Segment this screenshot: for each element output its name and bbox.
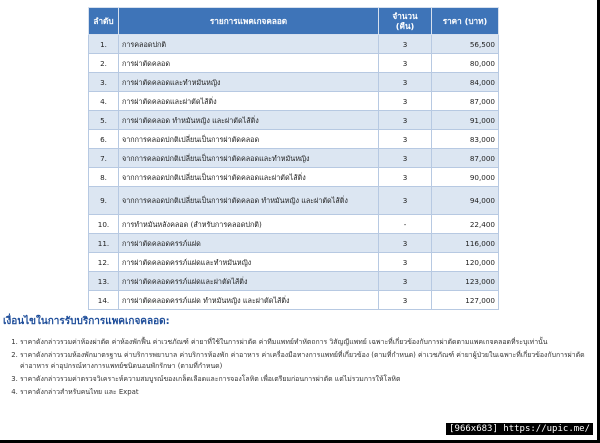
conditions-title: เงื่อนไขในการรับบริการแพคเกจคลอด: <box>3 316 170 327</box>
row-number: 12. <box>89 253 119 272</box>
row-nights: 3 <box>379 187 432 215</box>
package-table <box>88 7 499 310</box>
row-price: 22,400 <box>432 215 499 234</box>
row-number: 13. <box>89 272 119 291</box>
row-number: 4. <box>89 92 119 111</box>
row-package-name: การทำหมันหลังคลอด (สำหรับการคลอดปกติ) <box>119 215 379 234</box>
row-number: 10. <box>89 215 119 234</box>
table-row <box>89 54 499 73</box>
row-package-name: การผ่าตัดคลอดครรภ์แฝด ทำหมันหญิง และผ่าตัดไส้ติ่ง <box>119 291 379 310</box>
row-nights: 3 <box>379 111 432 130</box>
table-body <box>89 35 499 310</box>
row-package-name: การผ่าตัดคลอดและผ่าตัดไส้ติ่ง <box>119 92 379 111</box>
row-price: 123,000 <box>432 272 499 291</box>
row-package-name: การผ่าตัดคลอดครรภ์แฝดและทำหมันหญิง <box>119 253 379 272</box>
row-package-name: การผ่าตัดคลอด ทำหมันหญิง และผ่าตัดไส้ติ่ง <box>119 111 379 130</box>
row-nights: 3 <box>379 149 432 168</box>
row-number: 9. <box>89 187 119 215</box>
row-package-name: จากการคลอดปกติเปลี่ยนเป็นการผ่าตัดคลอด ทำหมันหญิง และผ่าตัดไส้ติ่ง <box>119 187 379 215</box>
row-number: 1. <box>89 35 119 54</box>
table-header-row <box>89 8 499 35</box>
row-nights: 3 <box>379 73 432 92</box>
row-package-name: การคลอดปกติ <box>119 35 379 54</box>
row-number: 5. <box>89 111 119 130</box>
row-package-name: การผ่าตัดคลอดครรภ์แฝดและผ่าตัดไส้ติ่ง <box>119 272 379 291</box>
row-number: 7. <box>89 149 119 168</box>
row-nights: - <box>379 215 432 234</box>
row-price: 56,500 <box>432 35 499 54</box>
table-row <box>89 272 499 291</box>
row-price: 116,000 <box>432 234 499 253</box>
row-price: 84,000 <box>432 73 499 92</box>
row-number: 8. <box>89 168 119 187</box>
table-row <box>89 130 499 149</box>
table-row <box>89 73 499 92</box>
condition-item: 4. ราคาดังกล่าวสำหรับคนไทย และ Expat <box>20 387 593 397</box>
row-package-name: การผ่าตัดคลอดครรภ์แฝด <box>119 234 379 253</box>
header-package-name: รายการแพคเกจคลอด <box>119 8 379 35</box>
row-price: 94,000 <box>432 187 499 215</box>
row-price: 120,000 <box>432 253 499 272</box>
conditions-list <box>0 337 597 400</box>
header-nights: จำนวน (คืน) <box>379 8 432 35</box>
row-nights: 3 <box>379 234 432 253</box>
header-price: ราคา (บาท) <box>432 8 499 35</box>
table-row <box>89 234 499 253</box>
row-nights: 3 <box>379 272 432 291</box>
row-nights: 3 <box>379 168 432 187</box>
row-nights: 3 <box>379 54 432 73</box>
row-price: 127,000 <box>432 291 499 310</box>
row-number: 11. <box>89 234 119 253</box>
header-no: ลำดับ <box>89 8 119 35</box>
table-row <box>89 168 499 187</box>
table-row <box>89 111 499 130</box>
row-nights: 3 <box>379 253 432 272</box>
table-row <box>89 253 499 272</box>
row-price: 87,000 <box>432 92 499 111</box>
row-price: 87,000 <box>432 149 499 168</box>
row-package-name: การผ่าตัดคลอด <box>119 54 379 73</box>
row-nights: 3 <box>379 35 432 54</box>
row-package-name: การผ่าตัดคลอดและทำหมันหญิง <box>119 73 379 92</box>
condition-item: 3. ราคาดังกล่าวรวมค่าตรวจวิเคราะห์ความสมบูรณ์ของเกล็ดเลือดและการจองโลหิต เพื่อเตรียมก่อนการผ่าตัด แต่ไม่รวมการให้โลหิต <box>20 374 593 384</box>
row-price: 90,000 <box>432 168 499 187</box>
row-package-name: จากการคลอดปกติเปลี่ยนเป็นการผ่าตัดคลอดและทำหมันหญิง <box>119 149 379 168</box>
table-row <box>89 187 499 215</box>
row-package-name: จากการคลอดปกติเปลี่ยนเป็นการผ่าตัดคลอดและผ่าตัดไส้ติ่ง <box>119 168 379 187</box>
row-number: 14. <box>89 291 119 310</box>
table-row <box>89 35 499 54</box>
row-number: 3. <box>89 73 119 92</box>
table-row <box>89 92 499 111</box>
row-nights: 3 <box>379 291 432 310</box>
row-price: 83,000 <box>432 130 499 149</box>
table-row <box>89 215 499 234</box>
table-row <box>89 149 499 168</box>
watermark: [966x683] https://upic.me/ <box>446 423 593 435</box>
condition-item: 2. ราคาดังกล่าวรวมห้องพักมาตรฐาน ค่าบริการพยาบาล ค่าบริการห้องพัก ค่าอาหาร ค่าเครื่องมือทางการแพทย์ที่เกี่ยวข้อง (ตามที่กำหนด) ค่าเวชภัณฑ์ ค่ายาผู้ป่วยในเฉพาะที่เกี่ยวข้องกับการผ่าตัด ค่าอาหาร ค่าอุปกรณ์ทางการแพทย์ชนิดนอนพักรักษา (ตามที่กำหนด) <box>20 350 593 371</box>
row-number: 6. <box>89 130 119 149</box>
row-nights: 3 <box>379 130 432 149</box>
row-price: 80,000 <box>432 54 499 73</box>
row-package-name: จากการคลอดปกติเปลี่ยนเป็นการผ่าตัดคลอด <box>119 130 379 149</box>
row-number: 2. <box>89 54 119 73</box>
row-price: 91,000 <box>432 111 499 130</box>
row-nights: 3 <box>379 92 432 111</box>
table-row <box>89 291 499 310</box>
condition-item: 1. ราคาดังกล่าวรวมค่าห้องผ่าตัด ค่าห้องพักฟื้น ค่าเวชภัณฑ์ ค่ายาที่ใช้ในการผ่าตัด ค่าทีมแพทย์ทำหัตถการ วิสัญญีแพทย์ เฉพาะที่เกี่ยวข้องกับการผ่าตัดตามแพคเกจคลอดที่ระบุเท่านั้น <box>20 337 593 347</box>
